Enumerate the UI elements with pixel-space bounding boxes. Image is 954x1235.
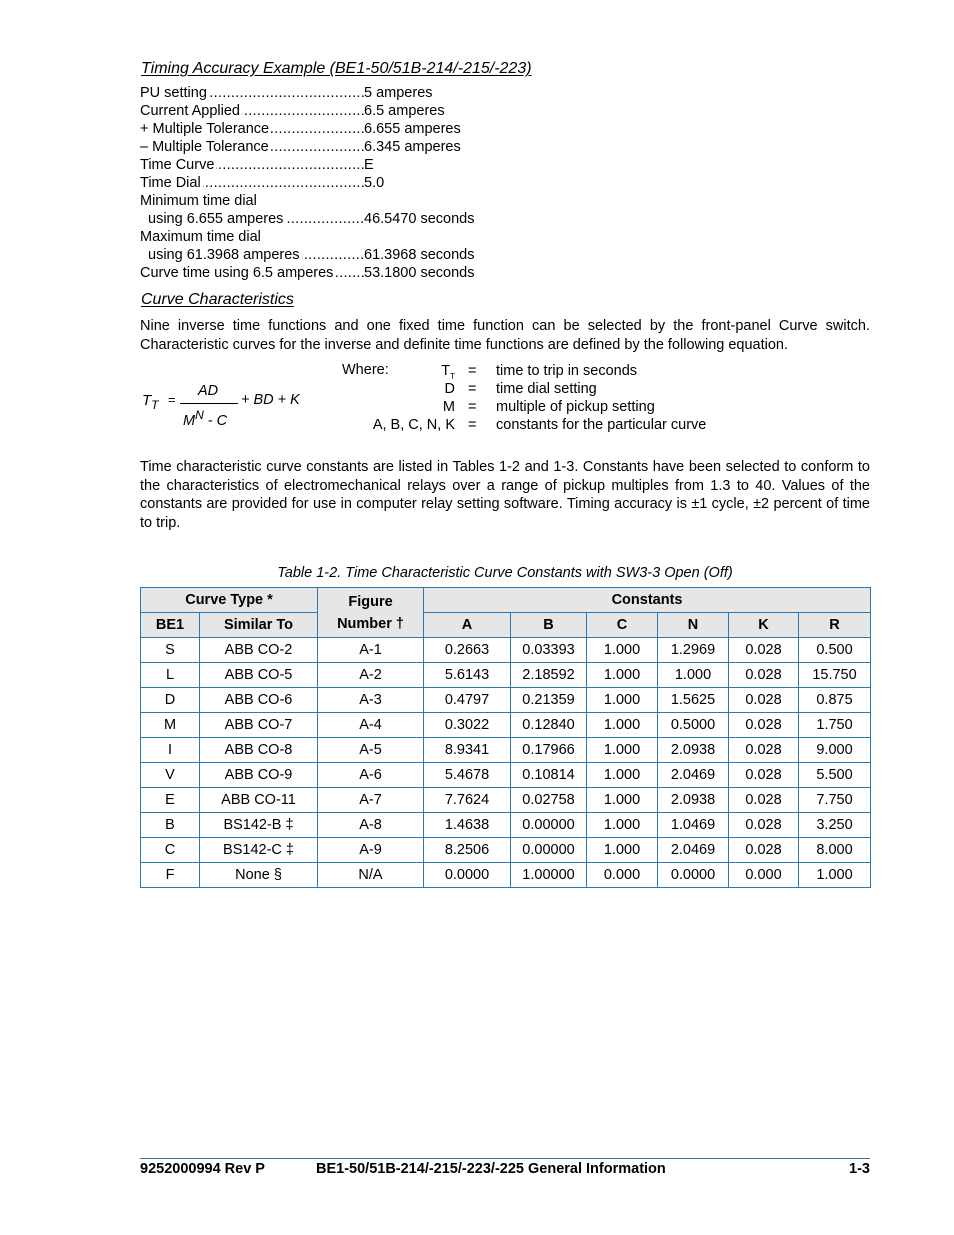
- table-row: [141, 713, 871, 738]
- table-cell: N/A: [318, 863, 424, 888]
- curve-constants-table: [140, 587, 871, 888]
- table-cell: 2.18592: [511, 663, 587, 688]
- table-cell: 5.4678: [424, 763, 511, 788]
- table-cell: 0.000: [587, 863, 658, 888]
- table-row: [141, 813, 871, 838]
- timing-row: [140, 174, 560, 192]
- table-row: [141, 838, 871, 863]
- where-label: Where:: [342, 362, 389, 378]
- timing-row: [140, 246, 560, 264]
- timing-label: Maximum time dial: [140, 229, 261, 245]
- timing-label: Curve time using 6.5 amperes .....: [140, 264, 364, 282]
- header-figure-number: Figure Number †: [318, 588, 424, 638]
- timing-value: 5.0: [364, 175, 385, 191]
- definition-equals: =: [468, 381, 477, 397]
- table-cell: A-7: [318, 788, 424, 813]
- table-cell: 0.028: [729, 688, 799, 713]
- table-cell: BS142-C ‡: [200, 838, 318, 863]
- table-cell: 2.0469: [658, 763, 729, 788]
- table-cell: 1.000: [587, 638, 658, 663]
- table-cell: 0.02758: [511, 788, 587, 813]
- table-cell: A-2: [318, 663, 424, 688]
- table-cell: 0.2663: [424, 638, 511, 663]
- table-cell: 1.000: [658, 663, 729, 688]
- timing-value: E: [364, 157, 374, 173]
- page-footer: [140, 1158, 870, 1177]
- definition-row: [340, 398, 870, 416]
- timing-row: [140, 228, 560, 246]
- timing-label: using 61.3968 amperes .....: [148, 246, 364, 264]
- timing-label: + Multiple Tolerance .....: [140, 120, 364, 138]
- table-cell: D: [141, 688, 200, 713]
- timing-label: – Multiple Tolerance .....: [140, 138, 364, 156]
- table-cell: A-8: [318, 813, 424, 838]
- table-cell: 7.7624: [424, 788, 511, 813]
- table-cell: 0.0000: [424, 863, 511, 888]
- timing-row: [140, 138, 560, 156]
- table-cell: 0.00000: [511, 838, 587, 863]
- table-cell: A-4: [318, 713, 424, 738]
- table-row: [141, 788, 871, 813]
- table-cell: 0.3022: [424, 713, 511, 738]
- timing-value: 6.345 amperes: [364, 139, 461, 155]
- table-cell: M: [141, 713, 200, 738]
- table-row: [141, 738, 871, 763]
- definition-description: time to trip in seconds: [496, 363, 638, 379]
- header-curve-type: Curve Type *: [141, 588, 318, 613]
- timing-label: Time Dial .....: [140, 174, 364, 192]
- timing-value: 61.3968 seconds: [364, 247, 475, 263]
- footer-document-number: 9252000994 Rev P: [140, 1161, 265, 1177]
- table-cell: None §: [200, 863, 318, 888]
- table-body: [141, 638, 871, 888]
- timing-row: [140, 102, 560, 120]
- table-cell: 0.0000: [658, 863, 729, 888]
- table-cell: 0.00000: [511, 813, 587, 838]
- timing-label: Minimum time dial: [140, 193, 257, 209]
- table-cell: 1.000: [799, 863, 871, 888]
- table-cell: 0.5000: [658, 713, 729, 738]
- table-cell: ABB CO-5: [200, 663, 318, 688]
- table-cell: 1.000: [587, 838, 658, 863]
- table-cell: 0.028: [729, 788, 799, 813]
- table-cell: 0.4797: [424, 688, 511, 713]
- table-cell: F: [141, 863, 200, 888]
- table-cell: ABB CO-8: [200, 738, 318, 763]
- subheader-a: A: [424, 613, 511, 638]
- definition-row: [340, 380, 870, 398]
- table-cell: 0.21359: [511, 688, 587, 713]
- table-cell: A-6: [318, 763, 424, 788]
- definition-equals: =: [468, 399, 477, 415]
- table-cell: 8.2506: [424, 838, 511, 863]
- table-cell: A-9: [318, 838, 424, 863]
- definition-equals: =: [468, 417, 477, 433]
- table-cell: 1.000: [587, 763, 658, 788]
- equation-definitions: [340, 362, 870, 434]
- table-cell: ABB CO-2: [200, 638, 318, 663]
- footer-page-number: 1-3: [849, 1161, 870, 1177]
- table-cell: 1.000: [587, 788, 658, 813]
- table-cell: 0.028: [729, 763, 799, 788]
- document-page: [140, 0, 870, 1235]
- table-cell: 1.0469: [658, 813, 729, 838]
- table-cell: I: [141, 738, 200, 763]
- table-cell: 1.5625: [658, 688, 729, 713]
- trip-time-equation: [140, 380, 340, 430]
- table-cell: 0.03393: [511, 638, 587, 663]
- timing-example-heading: Timing Accuracy Example (BE1-50/51B-214/-215/-223): [141, 60, 532, 77]
- timing-value: 5 amperes: [364, 85, 433, 101]
- table-cell: 1.000: [587, 688, 658, 713]
- table-cell: 1.00000: [511, 863, 587, 888]
- table-cell: ABB CO-9: [200, 763, 318, 788]
- table-cell: C: [141, 838, 200, 863]
- table-cell: 8.9341: [424, 738, 511, 763]
- table-cell: 2.0469: [658, 838, 729, 863]
- table-cell: 0.875: [799, 688, 871, 713]
- table-cell: BS142-B ‡: [200, 813, 318, 838]
- equation-numerator: AD: [198, 383, 219, 399]
- curve-characteristics-heading: Curve Characteristics: [141, 291, 294, 308]
- equation-denominator: $M^N$ - C: [183, 408, 228, 429]
- table-cell: 2.0938: [658, 738, 729, 763]
- definition-row: [340, 416, 870, 434]
- table-cell: 0.500: [799, 638, 871, 663]
- table-cell: B: [141, 813, 200, 838]
- table-cell: S: [141, 638, 200, 663]
- table-header-row: [141, 588, 871, 613]
- table-cell: ABB CO-7: [200, 713, 318, 738]
- table-cell: 8.000: [799, 838, 871, 863]
- definition-variable: D: [444, 381, 455, 397]
- timing-row: [140, 210, 560, 228]
- table-cell: ABB CO-6: [200, 688, 318, 713]
- timing-row: [140, 156, 560, 174]
- subheader-c: C: [587, 613, 658, 638]
- table-cell: 0.10814: [511, 763, 587, 788]
- table-row: [141, 763, 871, 788]
- table-cell: 0.028: [729, 838, 799, 863]
- timing-example-list: [140, 84, 560, 282]
- table-cell: 1.000: [587, 813, 658, 838]
- table-cell: 5.500: [799, 763, 871, 788]
- timing-value: 6.655 amperes: [364, 121, 461, 137]
- table-row: [141, 863, 871, 888]
- timing-row: [140, 192, 560, 210]
- equation-tail: + BD + K: [241, 392, 300, 408]
- table-cell: 0.028: [729, 713, 799, 738]
- definition-row: [340, 362, 870, 380]
- curve-intro-paragraph: Nine inverse time functions and one fixed time function can be selected by the front-panel Curve switch. Characteristic curves for the inverse and definite time functions are defined by the following equation.: [140, 318, 870, 353]
- definition-list: [340, 362, 870, 434]
- table-cell: 0.028: [729, 638, 799, 663]
- table-row: [141, 688, 871, 713]
- definition-variable: M: [442, 399, 455, 415]
- table-cell: 15.750: [799, 663, 871, 688]
- table-cell: 0.17966: [511, 738, 587, 763]
- table-cell: A-3: [318, 688, 424, 713]
- table-cell: 1.4638: [424, 813, 511, 838]
- footer-title: BE1-50/51B-214/-215/-223/-225 General Information: [316, 1161, 666, 1177]
- timing-label: Current Applied .....: [140, 102, 364, 120]
- table-cell: 0.12840: [511, 713, 587, 738]
- subheader-similar-to: Similar To: [200, 613, 318, 638]
- table-cell: L: [141, 663, 200, 688]
- table-cell: 2.0938: [658, 788, 729, 813]
- equation-lhs: $T_T$: [142, 392, 159, 412]
- table-cell: 1.2969: [658, 638, 729, 663]
- constants-paragraph: Time characteristic curve constants are listed in Tables 1-2 and 1-3. Constants have been selected to conform to the characteristics of electromechanical relays over a range of pickup multiples from 1.3 to 40. Values of the constants are provided for use in computer relay setting software. Timing accuracy is ±1 cycle, ±2 percent of time to trip.: [140, 459, 870, 531]
- definition-variable: $T_T$: [441, 363, 455, 381]
- fraction-bar: [180, 403, 238, 404]
- table-cell: ABB CO-11: [200, 788, 318, 813]
- timing-label: using 6.655 amperes .....: [148, 210, 364, 228]
- table-cell: 7.750: [799, 788, 871, 813]
- table-caption: Table 1-2. Time Characteristic Curve Constants with SW3-3 Open (Off): [277, 565, 733, 581]
- table-cell: 1.000: [587, 663, 658, 688]
- table-row: [141, 638, 871, 663]
- table-cell: 5.6143: [424, 663, 511, 688]
- subheader-k: K: [729, 613, 799, 638]
- timing-value: 6.5 amperes: [364, 103, 445, 119]
- timing-label: PU setting .....: [140, 84, 364, 102]
- definition-description: time dial setting: [496, 381, 597, 397]
- table-cell: 0.028: [729, 738, 799, 763]
- table-row: [141, 663, 871, 688]
- equation-equals: =: [168, 392, 176, 407]
- table-cell: 1.000: [587, 713, 658, 738]
- table-cell: A-5: [318, 738, 424, 763]
- table-cell: 1.750: [799, 713, 871, 738]
- timing-value: 53.1800 seconds: [364, 265, 475, 281]
- definition-variable: A, B, C, N, K: [372, 417, 455, 433]
- timing-row: [140, 84, 560, 102]
- header-constants: Constants: [424, 588, 871, 613]
- table-cell: A-1: [318, 638, 424, 663]
- timing-label: Time Curve .....: [140, 156, 364, 174]
- table-cell: 0.028: [729, 663, 799, 688]
- subheader-b: B: [511, 613, 587, 638]
- table-cell: 0.028: [729, 813, 799, 838]
- timing-row: [140, 120, 560, 138]
- definition-description: multiple of pickup setting: [496, 399, 655, 415]
- table-cell: 9.000: [799, 738, 871, 763]
- table-cell: 3.250: [799, 813, 871, 838]
- table-cell: 0.000: [729, 863, 799, 888]
- subheader-n: N: [658, 613, 729, 638]
- subheader-r: R: [799, 613, 871, 638]
- table-cell: 1.000: [587, 738, 658, 763]
- table-subheader-row: [141, 613, 871, 638]
- subheader-be1: BE1: [141, 613, 200, 638]
- table-cell: V: [141, 763, 200, 788]
- definition-equals: =: [468, 363, 477, 379]
- definition-description: constants for the particular curve: [496, 417, 707, 433]
- table-cell: E: [141, 788, 200, 813]
- timing-value: 46.5470 seconds: [364, 211, 475, 227]
- timing-row: [140, 264, 560, 282]
